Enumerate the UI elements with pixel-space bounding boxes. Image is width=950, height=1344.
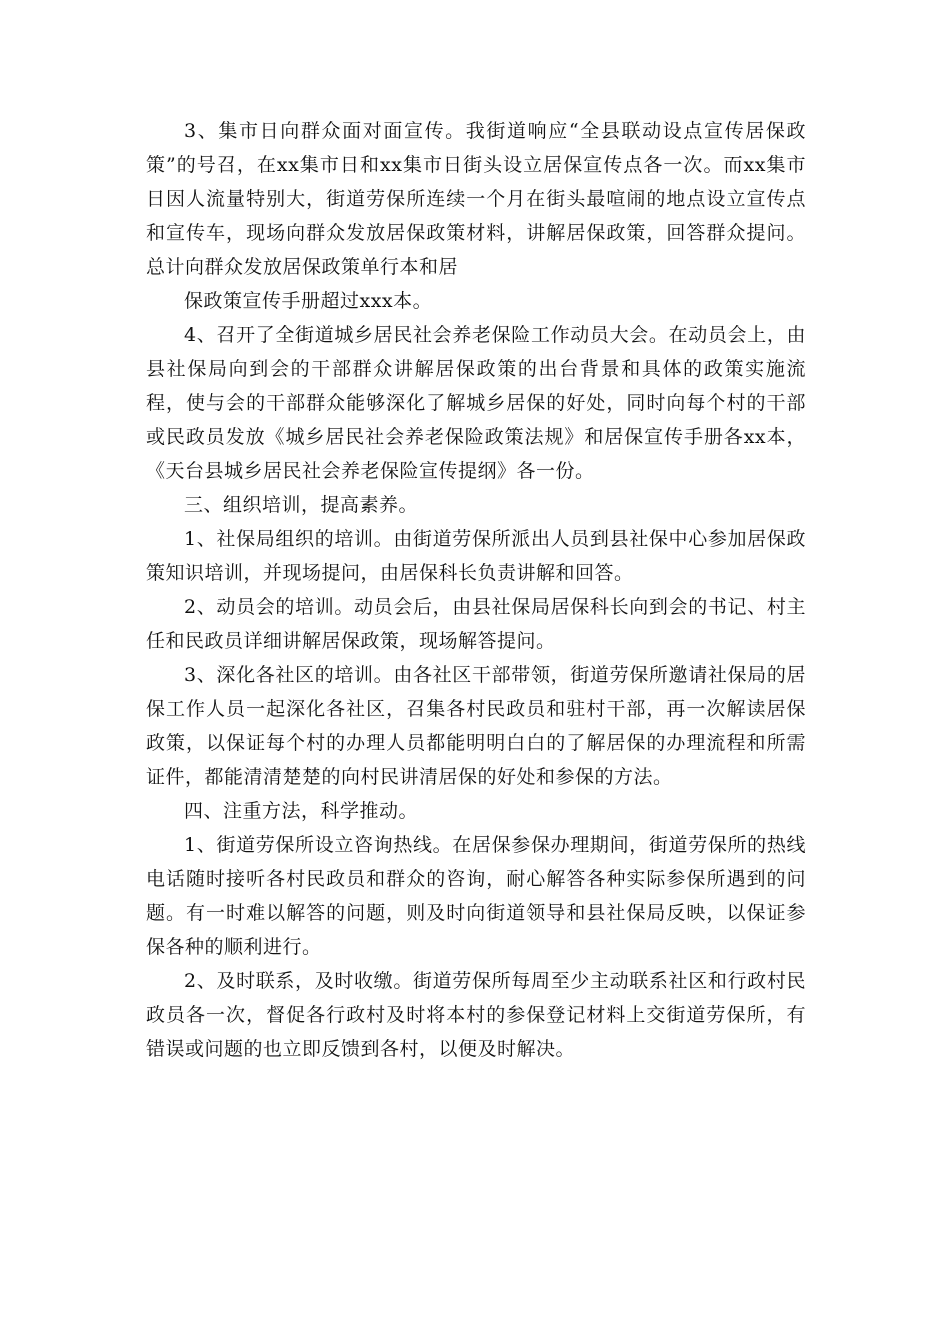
paragraph-community-training: 3、深化各社区的培训。由各社区干部带领，街道劳保所邀请社保局的居保工作人员一起深化各社区，召集各村民政员和驻村干部，再一次解读居保政策，以保证每个村的办理人员都能明明白白的了解居保的办理流程和所需证件，都能清清楚楚的向村民讲清居保的好处和参保的方法。 — [146, 664, 806, 788]
paragraph-social-security-training: 1、社保局组织的培训。由街道劳保所派出人员到县社保中心参加居保政策知识培训，并现场提问，由居保科长负责讲解和回答。 — [146, 528, 806, 584]
paragraph-meeting-training: 2、动员会的培训。动员会后，由县社保局居保科长向到会的书记、村主任和民政员详细讲解居保政策，现场解答提问。 — [146, 596, 806, 652]
section-heading-training: 三、组织培训，提高素养。 — [184, 494, 419, 516]
paragraph-mobilization-meeting: 4、召开了全街道城乡居民社会养老保险工作动员大会。在动员会上，由县社保局向到会的干部群众讲解居保政策的出台背景和具体的政策实施流程，使与会的干部群众能够深化了解城乡居保的好处，同时向每个村的干部或民政员发放《城乡居民社会养老保险政策法规》和居保宣传手册各xx本，《天台县城乡居民社会养老保险宣传提纲》各一份。 — [146, 324, 806, 482]
paragraph-timely-collection: 2、及时联系，及时收缴。街道劳保所每周至少主动联系社区和行政村民政员各一次，督促各行政村及时将本村的参保登记材料上交街道劳保所，有错误或问题的也立即反馈到各村，以便及时解决。 — [146, 970, 806, 1060]
document-body — [146, 114, 806, 1066]
paragraph-hotline: 1、街道劳保所设立咨询热线。在居保参保办理期间，街道劳保所的热线电话随时接听各村民政员和群众的咨询，耐心解答各种实际参保所遇到的问题。有一时难以解答的问题，则及时向街道领导和县社保局反映，以保证参保各种的顺利进行。 — [146, 834, 806, 958]
paragraph-market-day-publicity: 3、集市日向群众面对面宣传。我街道响应“全县联动设点宣传居保政策”的号召，在xx集市日和xx集市日街头设立居保宣传点各一次。而xx集市日因人流量特别大，街道劳保所连续一个月在街头最喧闹的地点设立宣传点和宣传车，现场向群众发放居保政策材料，讲解居保政策，回答群众提问。总计向群众发放居保政策单行本和居 — [146, 120, 806, 278]
paragraph-handbook-count: 保政策宣传手册超过xxx本。 — [184, 290, 433, 312]
section-heading-methods: 四、注重方法，科学推动。 — [184, 800, 419, 822]
